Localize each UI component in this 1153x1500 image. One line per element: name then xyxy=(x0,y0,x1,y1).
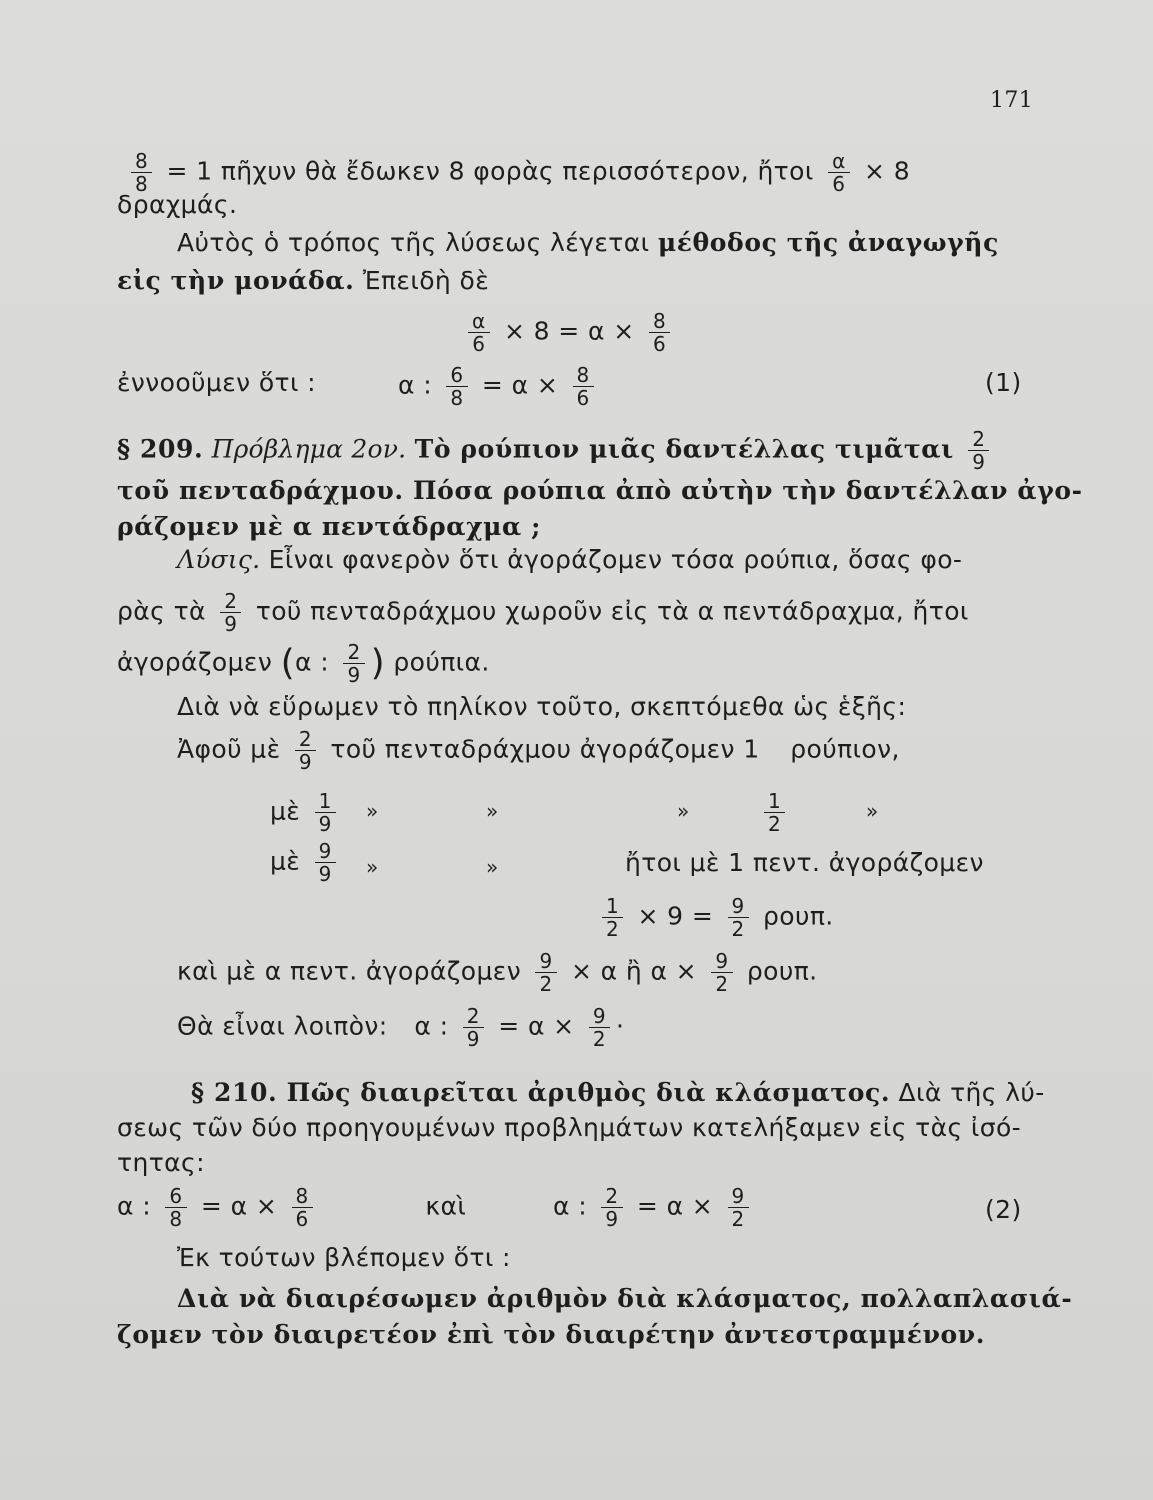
fraction xyxy=(968,428,989,473)
fraction xyxy=(711,950,732,995)
denominator: 8 xyxy=(450,386,464,410)
ditto-mark: » xyxy=(486,799,499,823)
bold-term: εἰς τὴν μονάδα. xyxy=(117,266,355,295)
numerator: 8 xyxy=(131,150,152,173)
numerator: 2 xyxy=(601,1185,622,1208)
ditto-mark: » xyxy=(677,799,690,823)
line-14 xyxy=(270,790,342,835)
fraction xyxy=(535,950,556,995)
denominator: 2 xyxy=(731,917,745,941)
denominator: 9 xyxy=(298,750,313,774)
section-210-line-3: τητας: xyxy=(117,1148,205,1177)
fraction xyxy=(601,1185,622,1230)
section-209-heading xyxy=(117,428,995,473)
text: Εἶναι φανερὸν ὅτι ἀγοράζομεν τόσα ρούπια, ὅσας φο- xyxy=(268,545,963,574)
numerator: 9 xyxy=(535,950,556,973)
line-4 xyxy=(117,266,489,296)
numerator: 6 xyxy=(446,364,467,387)
denominator: 6 xyxy=(576,386,590,410)
line-13 xyxy=(177,728,900,773)
fraction xyxy=(315,840,336,885)
numerator: α xyxy=(468,310,490,333)
numerator: 9 xyxy=(589,1005,610,1028)
denominator: 2 xyxy=(768,812,782,836)
section-209-line-2: τοῦ πενταδράχμου. Πόσα ρούπια ἀπὸ αὐτὴν τὴν δαντέλλαν ἀγο- xyxy=(117,476,1083,505)
fraction xyxy=(728,1185,749,1230)
text: καὶ μὲ α πεντ. ἀγοράζομεν xyxy=(177,956,522,986)
line-12: Διὰ νὰ εὕρωμεν τὸ πηλίκον τοῦτο, σκεπτόμεθα ὡς ἑξῆς: xyxy=(177,692,907,721)
section-209-line-3: ράζομεν μὲ α πεντάδραχμα ; xyxy=(117,512,541,541)
text: Ἀφοῦ μὲ xyxy=(177,734,281,764)
bold-term: μέθοδος τῆς ἀναγωγῆς xyxy=(657,228,999,257)
numerator: 8 xyxy=(649,310,670,333)
numerator: 2 xyxy=(968,428,989,451)
bold-text: Τὸ ρούπιον μιᾶς δαντέλλας τιμᾶται xyxy=(414,434,954,464)
numerator: 9 xyxy=(315,840,336,863)
denominator: 9 xyxy=(972,450,986,474)
text: τοῦ πενταδράχμου χωροῦν εἰς τὰ α πεντάδραχμα, ἤτοι xyxy=(255,596,969,626)
text: ρούπιον, xyxy=(790,734,900,764)
bold-title: § 210. Πῶς διαιρεῖται ἀριθμὸς διὰ κλάσματος. xyxy=(191,1078,891,1107)
numerator: 9 xyxy=(728,1185,749,1208)
text: = α × xyxy=(200,1191,278,1221)
denominator: 9 xyxy=(347,663,361,687)
text: ρουπ. xyxy=(746,956,818,986)
numerator: 1 xyxy=(602,895,623,918)
line-15-text: ἤτοι μὲ 1 πεντ. ἀγοράζομεν xyxy=(625,848,984,877)
fraction xyxy=(589,1005,610,1050)
fraction xyxy=(764,790,785,835)
rule-line-2: ζομεν τὸν διαιρετέον ἐπὶ τὸν διαιρέτην ἀντεστραμμένον. xyxy=(117,1320,986,1349)
line-15 xyxy=(270,840,342,885)
equation-2 xyxy=(398,364,600,409)
text: τοῦ πενταδράχμου ἀγοράζομεν 1 xyxy=(330,734,760,764)
section-210-heading xyxy=(191,1078,1045,1108)
fraction xyxy=(602,895,623,940)
denominator: 2 xyxy=(731,1207,745,1231)
numerator: 2 xyxy=(220,590,241,613)
fraction xyxy=(295,728,316,773)
fraction xyxy=(649,310,670,355)
equation-4 xyxy=(117,1185,755,1230)
denominator: 6 xyxy=(472,332,486,356)
solution-line-3 xyxy=(117,641,490,686)
denominator: 2 xyxy=(715,972,729,996)
line-22: Ἐκ τούτων βλέπομεν ὅτι : xyxy=(177,1243,511,1272)
text: Αὐτὸς ὁ τρόπος τῆς λύσεως λέγεται xyxy=(177,228,650,257)
text: ἀγοράζομεν xyxy=(117,647,273,677)
fraction xyxy=(292,1185,313,1230)
paren: ) xyxy=(370,642,386,684)
equation-3 xyxy=(596,895,834,940)
fraction xyxy=(468,310,490,355)
line-3 xyxy=(177,228,999,258)
text: α : xyxy=(117,1191,152,1221)
numerator: 2 xyxy=(463,1005,484,1028)
text: μὲ xyxy=(270,796,301,826)
numerator: 2 xyxy=(343,641,364,664)
rule-line-1: Διὰ νὰ διαιρέσωμεν ἀριθμὸν διὰ κλάσματος, πολλαπλασιά- xyxy=(177,1284,1073,1313)
numerator: 9 xyxy=(711,950,732,973)
fraction xyxy=(446,364,467,409)
text: α : xyxy=(414,1011,449,1041)
denominator: 2 xyxy=(539,972,553,996)
fraction xyxy=(343,641,364,686)
text: Ἐπειδὴ δὲ xyxy=(362,266,490,295)
text: α : xyxy=(398,370,433,400)
text: ρὰς τὰ xyxy=(117,596,206,626)
text: ρουπ. xyxy=(763,901,834,931)
fraction xyxy=(131,150,152,195)
solution-line-1 xyxy=(177,545,962,575)
page-number: 171 xyxy=(990,88,1034,113)
section-number: § 209. xyxy=(117,434,204,464)
paren: ( xyxy=(280,642,296,684)
numerator: 1 xyxy=(315,790,336,813)
text: α : xyxy=(552,1191,588,1221)
equation-number-2: (2) xyxy=(985,1195,1022,1224)
fraction xyxy=(728,895,749,940)
numerator: 8 xyxy=(573,364,594,387)
fraction-wrap xyxy=(758,790,791,835)
ditto-mark: » xyxy=(366,799,379,823)
text: Διὰ τῆς λύ- xyxy=(898,1078,1045,1107)
denominator: 8 xyxy=(169,1207,183,1231)
line-1 xyxy=(125,150,910,195)
fraction xyxy=(220,590,241,635)
numerator: 8 xyxy=(292,1185,313,1208)
solution-line-2 xyxy=(117,590,969,635)
numerator: 9 xyxy=(728,895,749,918)
fraction xyxy=(463,1005,484,1050)
italic-title: Πρόβλημα 2ον. xyxy=(211,434,407,464)
text: = 1 πῆχυν θὰ ἔδωκεν 8 φορὰς περισσότερον, ἤτοι xyxy=(166,156,814,186)
fraction xyxy=(573,364,594,409)
text: × 8 = α × xyxy=(503,316,635,346)
denominator: 9 xyxy=(318,862,332,886)
denominator: 9 xyxy=(466,1027,480,1051)
text: = α × xyxy=(498,1011,575,1041)
numerator: α xyxy=(828,150,850,173)
ditto-mark: » xyxy=(866,799,879,823)
line-17 xyxy=(177,950,818,995)
line-2: δραχμάς. xyxy=(117,190,238,219)
text: = α × xyxy=(481,370,559,400)
equation-1 xyxy=(462,310,676,355)
text: καὶ xyxy=(425,1191,467,1221)
text: μὲ xyxy=(270,846,301,876)
equation-2-label: ἐννοοῦμεν ὅτι : xyxy=(117,368,317,397)
equation-number-1: (1) xyxy=(985,368,1022,397)
text: × α ἢ α × xyxy=(570,956,698,986)
denominator: 9 xyxy=(224,612,238,636)
denominator: 6 xyxy=(295,1207,309,1231)
denominator: 9 xyxy=(318,812,332,836)
text: · xyxy=(616,1011,625,1041)
denominator: 9 xyxy=(605,1207,619,1231)
numerator: 2 xyxy=(295,728,316,751)
text: = α × xyxy=(636,1191,714,1221)
text: × 8 xyxy=(864,156,911,186)
fraction xyxy=(315,790,336,835)
ditto-mark: » xyxy=(486,855,499,879)
text: × 9 = xyxy=(637,901,714,931)
ditto-mark: » xyxy=(366,855,379,879)
fraction xyxy=(165,1185,186,1230)
denominator: 8 xyxy=(135,172,149,196)
text: Θὰ εἶναι λοιπὸν: xyxy=(177,1011,388,1041)
numerator: 6 xyxy=(165,1185,186,1208)
denominator: 6 xyxy=(652,332,667,356)
denominator: 2 xyxy=(592,1027,607,1051)
denominator: 6 xyxy=(832,172,846,196)
numerator: 1 xyxy=(764,790,785,813)
fraction xyxy=(828,150,850,195)
text: ρούπια. xyxy=(393,647,490,677)
denominator: 2 xyxy=(606,917,620,941)
italic-label: Λύσις. xyxy=(177,545,261,574)
text: α : xyxy=(295,647,330,677)
section-210-line-2: σεως τῶν δύο προηγουμένων προβλημάτων κατελήξαμεν εἰς τὰς ἰσό- xyxy=(117,1113,1022,1142)
line-18 xyxy=(177,1005,624,1050)
